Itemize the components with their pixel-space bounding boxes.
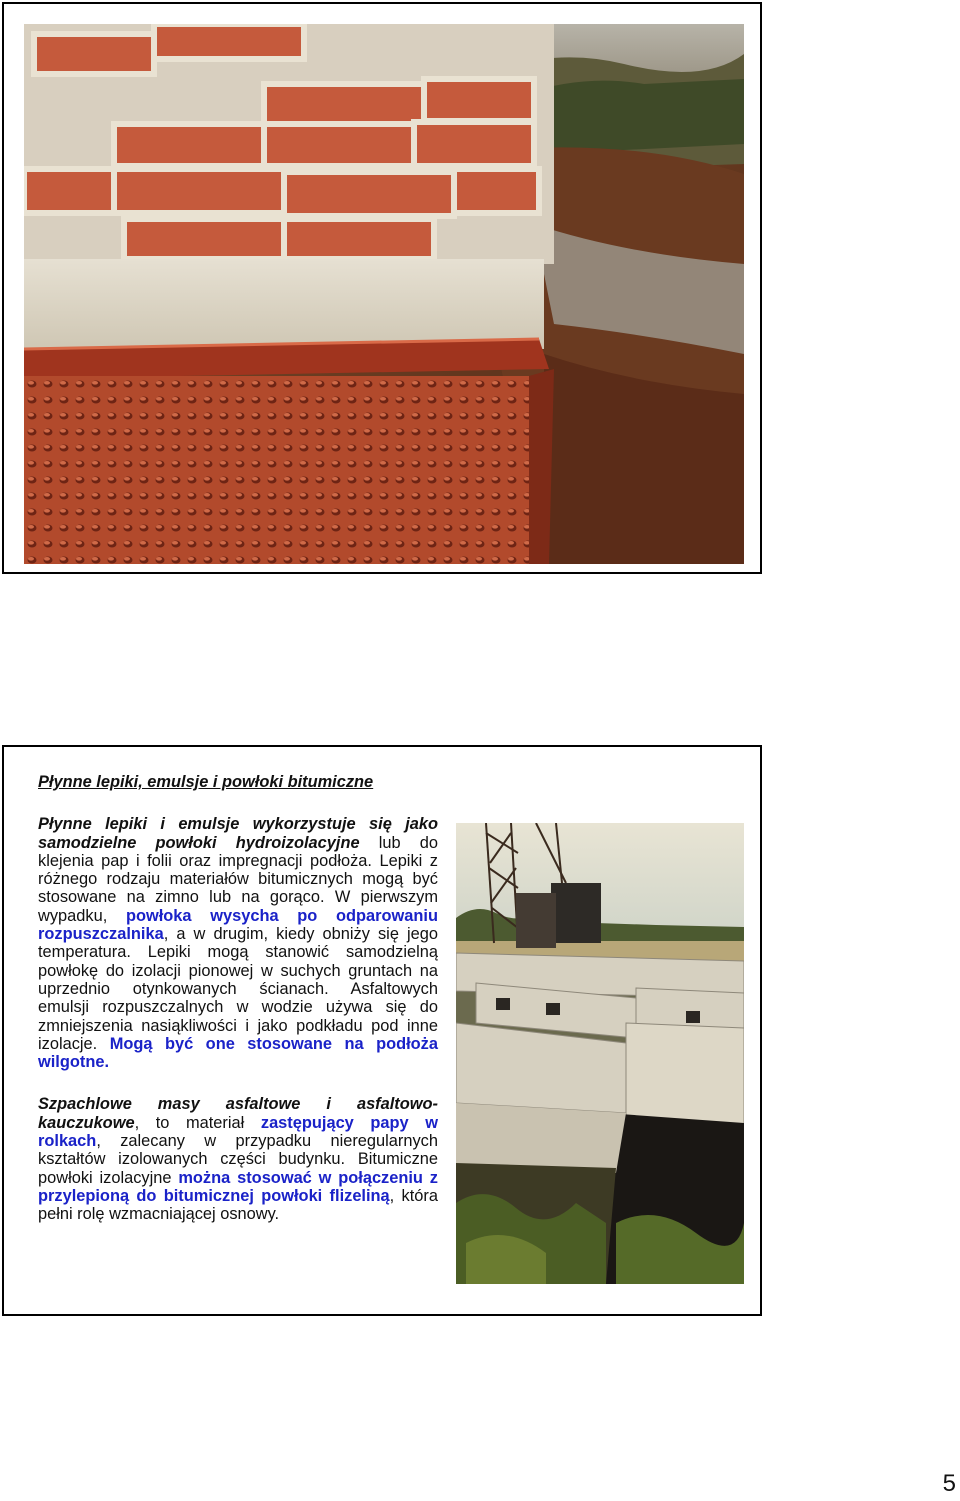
highlight-text: Mogą być one stosowane na podłoża wilgotne.: [38, 1034, 438, 1072]
slide-title: Płynne lepiki, emulsje i powłoki bitumiczne: [38, 773, 374, 791]
highlight-text: zastępujący papy w rolkach: [38, 1113, 438, 1151]
highlight-text: można stosować w połączeniu z przylepioną do bitumicznej powłoki flizeliną: [38, 1168, 438, 1205]
body-text: lub do klejenia pap i folii oraz impregnacji podłoża. Lepiki z różnego rodzaju materiałów bitumicznych mogą być stosowane na zimno lub na gorąco. W pierwszym wypadku,: [38, 833, 438, 925]
body-text: , która pełni rolę wzmacniającej osnowy.: [38, 1186, 438, 1224]
body-text: , a w drugim, kiedy obniży się jego temperatura. Lepiki mogą stanowić samodzielną powłokę do izolacji pionowej w suchych gruntach na uprzednio otynkowanych ścianach. Asfaltowych emulsji rozpuszczalnych w wodzie używa się do zmniejszenia nasiąkliwości i jako podkładu pod inne izolacje.: [38, 925, 438, 1053]
construction-site-photo: [456, 823, 744, 1284]
slide-bottom: [2, 745, 762, 1316]
highlight-text: powłoka wysycha po odparowaniu rozpuszczalnika: [38, 906, 438, 944]
lead-text: Płynne lepiki i emulsje wykorzystuje się jako samodzielne powłoki hydroizolacyjne: [38, 815, 438, 852]
paragraph-mastic: [38, 1095, 438, 1223]
body-text: , zalecany w przypadku nieregularnych kształtów izolowanych części budynku. Bitumiczne powłoki izolacyjne: [38, 1132, 438, 1187]
text-column: [38, 773, 438, 1224]
slide-top: [2, 2, 762, 574]
paragraph-liquid-adhesives: [38, 815, 438, 1071]
page-number: 5: [942, 1470, 956, 1497]
brick-wall-photo: [24, 24, 744, 564]
body-text: , to materiał: [134, 1113, 261, 1132]
lead-text: Szpachlowe masy asfaltowe i asfaltowo-kauczukowe: [38, 1095, 438, 1132]
